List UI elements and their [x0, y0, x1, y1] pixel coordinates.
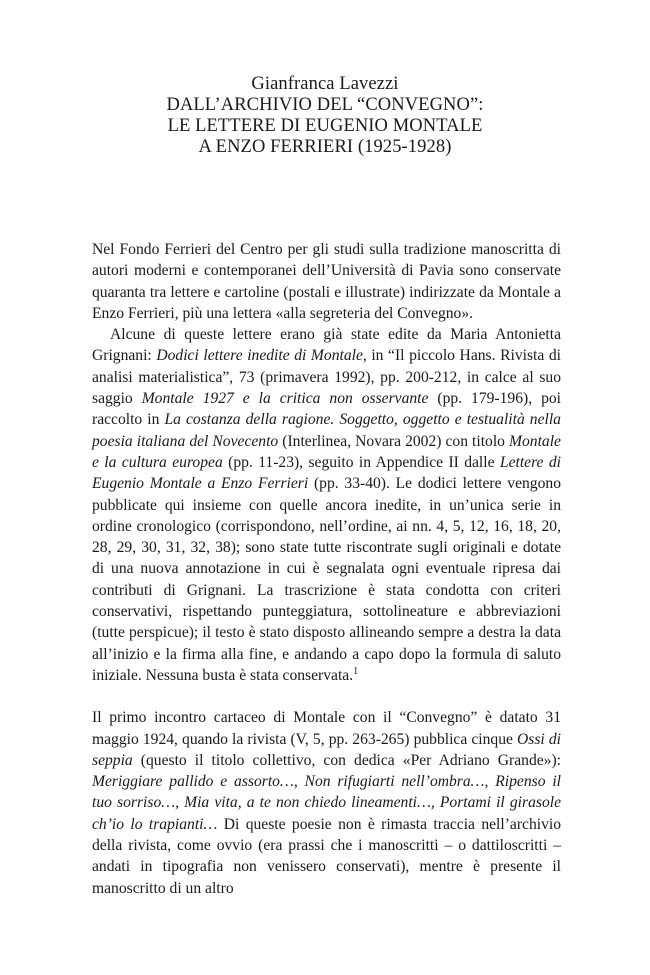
text-run: , in “Il piccolo Hans. Rivista di analisi materialistica”, 73 (primavera 1992), pp. 200-212, in calce al suo saggio: [92, 347, 561, 408]
article-title-line-2: LE LETTERE DI EUGENIO MONTALE: [167, 116, 483, 136]
text-run: Alcune di queste lettere erano già state edite da Maria Antonietta Grignani:: [92, 326, 561, 365]
cited-title: Montale e la cultura europea: [92, 432, 561, 471]
text-run: (pp. 11-23), seguito in Appendice II dalle: [222, 453, 500, 471]
cited-title: La costanza della ragione. Soggetto, oggetto e testualità nella poesia italiana del Novecento: [92, 411, 561, 450]
footnote-marker[interactable]: 1: [353, 665, 359, 677]
author-name: Gianfranca Lavezzi: [251, 74, 399, 94]
article-body: [92, 239, 561, 899]
article-title-line-1: DALL’ARCHIVIO DEL “CONVEGNO”:: [166, 95, 484, 115]
text-run: Di queste poesie non è rimasta traccia nell’archivio della rivista, come ovvio (era prassi che i manoscritti – o dattiloscritti – andati in tipografia non venissero conservati), mentre è presente il manoscritto di un altro: [92, 815, 561, 897]
cited-title: Lettere di Eugenio Montale a Enzo Ferrieri: [92, 453, 561, 493]
text-run: Il primo incontro cartaceo di Montale con il “Convegno” è datato 31 maggio 1924, quando la rivista (V, 5, pp. 263-265) pubblica cinque: [92, 709, 561, 748]
cited-title: Ossi di seppia: [92, 730, 561, 769]
text-run: (questo il titolo collettivo, con dedica «Per Adriano Grande»):: [132, 751, 561, 769]
article-header: [0, 74, 650, 158]
article-title-line-3: A ENZO FERRIERI (1925-1928): [198, 137, 452, 157]
text-run: (Interlinea, Novara 2002) con titolo: [278, 432, 510, 450]
cited-poem-incipits: Meriggiare pallido e assorto…, Non rifugiarti nell’ombra…, Ripenso il tuo sorriso…, Mia vita, a te non chiedo lineamenti…, Portami il girasole ch’io lo trapianti…: [92, 773, 561, 833]
cited-title: Dodici lettere inedite di Montale: [156, 347, 363, 365]
text-run: (pp. 179-196), poi raccolto in: [92, 390, 561, 429]
paragraph-2: [92, 324, 561, 686]
cited-title: Montale 1927 e la critica non osservante: [141, 390, 429, 408]
paragraph-3: [92, 707, 561, 899]
paragraph-1: Nel Fondo Ferrieri del Centro per gli studi sulla tradizione manoscritta di autori moderni e contemporanei dell’Università di Pavia sono conservate quaranta tra lettere e cartoline (postali e illustrate) indirizzate da Montale a Enzo Ferrieri, più una lettera «alla segreteria del Convegno».: [92, 241, 561, 322]
text-run: (pp. 33-40). Le dodici lettere vengono pubblicate qui insieme con quelle ancora inedite, in un’unica serie in ordine cronologico (corrispondono, nell’ordine, ai nn. 4, 5, 12, 16, 18, 20, 28, 29, 30, 31, 32, 38); sono state tutte riscontrate sugli originali e dotate di una nuova annotazione in cui è segnalata ogni eventuale ripresa dai contributi di Grignani. La trascrizione è stata condotta con criteri conservativi, rispettando punteggiatura, sottolineature e abbreviazioni (tutte perspicue); il testo è stato disposto allineando sempre a destra la data all’inizio e la firma alla fine, e andando a capo dopo la formula di saluto iniziale. Nessuna busta è stata conservata.: [92, 475, 561, 684]
